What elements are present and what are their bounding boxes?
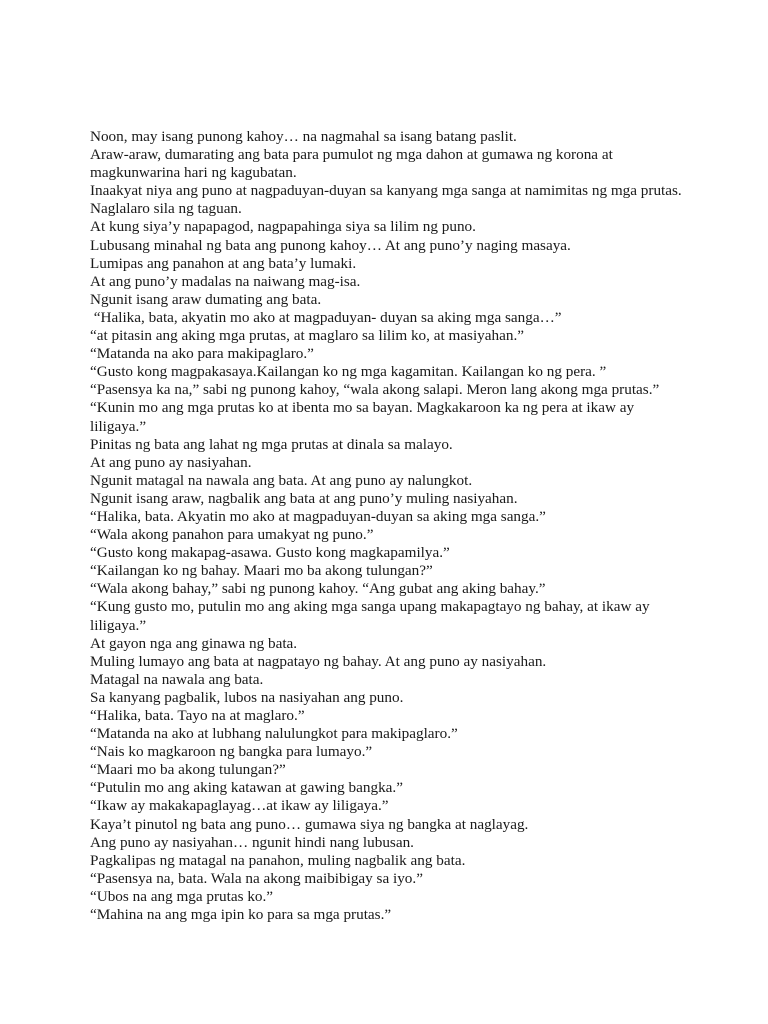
story-line: Araw-araw, dumarating ang bata para pumulot ng mga dahon at gumawa ng korona at magkunwarina hari ng kagubatan. [90,146,617,182]
story-line: “at pitasin ang aking mga prutas, at maglaro sa lilim ko, at masiyahan.” [90,327,524,345]
story-line: Ngunit isang araw dumating ang bata. [90,290,322,308]
story-line: “Matanda na ako para makipaglaro.” [90,345,314,363]
story-line: “Halika, bata, akyatin mo ako at magpaduyan- duyan sa aking mga sanga…” [90,308,562,326]
story-line: “Kailangan ko ng bahay. Maari mo ba akong tulungan?” [90,562,433,580]
story-line: “Putulin mo ang aking katawan at gawing bangka.” [90,779,403,797]
story-line: Lubusang minahal ng bata ang punong kahoy… At ang puno’y naging masaya. [90,236,571,254]
story-line: Ang puno ay nasiyahan… ngunit hindi nang lubusan. [90,833,414,851]
story-line: Ngunit isang araw, nagbalik ang bata at ang puno’y muling nasiyahan. [90,489,518,507]
story-line: Noon, may isang punong kahoy… na nagmahal sa isang batang paslit. [90,128,517,145]
story-line: “Halika, bata. Akyatin mo ako at magpaduyan-duyan sa aking mga sanga.” [90,507,546,525]
story-line: “Nais ko magkaroon ng bangka para lumayo.” [90,743,373,761]
story-line: “Mahina na ang mga ipin ko para sa mga prutas.” [90,906,392,924]
story-line: Naglalaro sila ng taguan. [90,200,242,218]
story-line: “Halika, bata. Tayo na at maglaro.” [90,707,305,724]
story-line: Inaakyat niya ang puno at nagpaduyan-duyan sa kanyang mga sanga at namimitas ng mga prutas. [90,182,682,200]
story-line: “Kung gusto mo, putulin mo ang aking mga sanga upang makapagtayo ng bahay, at ikaw ay liligaya.” [90,598,654,634]
story-line: Ngunit matagal na nawala ang bata. At ang puno ay nalungkot. [90,471,473,489]
story-line: At ang puno’y madalas na naiwang mag-isa. [90,272,361,290]
story-line: Muling lumayo ang bata at nagpatayo ng bahay. At ang puno ay nasiyahan. [90,652,547,670]
story-line: At gayon nga ang ginawa ng bata. [90,634,298,652]
story-line: Kaya’t pinutol ng bata ang puno… gumawa siya ng bangka at naglayag. [90,815,529,833]
story-line: Matagal na nawala ang bata. [90,670,264,688]
story-line: At kung siya’y napapagod, nagpapahinga siya sa lilim ng puno. [90,218,476,236]
story-line: “Ikaw ay makakapaglayag…at ikaw ay liligaya.” [90,797,389,815]
story-line: “Matanda na ako at lubhang nalulungkot para makipaglaro.” [90,725,458,743]
story-line: At ang puno ay nasiyahan. [90,453,252,471]
story-line: Pinitas ng bata ang lahat ng mga prutas at dinala sa malayo. [90,435,453,453]
story-line: “Kunin mo ang mga prutas ko at ibenta mo sa bayan. Magkakaroon ka ng pera at ikaw ay liligaya.” [90,399,638,435]
story-line: “Gusto kong makapag-asawa. Gusto kong magkapamilya.” [90,544,450,562]
story-line: Sa kanyang pagbalik, lubos na nasiyahan ang puno. [90,688,404,706]
story-text [90,128,690,924]
story-line: “Ubos na ang mga prutas ko.” [90,887,274,905]
story-line: Pagkalipas ng matagal na panahon, muling nagbalik ang bata. [90,851,466,869]
story-line: “Pasensya ka na,” sabi ng punong kahoy, “wala akong salapi. Meron lang akong mga prutas.” [90,381,660,399]
story-line: “Pasensya na, bata. Wala na akong maibibigay sa iyo.” [90,869,423,887]
story-line: Lumipas ang panahon at ang bata’y lumaki. [90,254,357,272]
story-line: “Gusto kong magpakasaya.Kailangan ko ng mga kagamitan. Kailangan ko ng pera. ” [90,363,607,381]
story-line: “Wala akong bahay,” sabi ng punong kahoy. “Ang gubat ang aking bahay.” [90,580,546,598]
story-line: “Wala akong panahon para umakyat ng puno.” [90,526,374,544]
story-line: “Maari mo ba akong tulungan?” [90,761,286,779]
